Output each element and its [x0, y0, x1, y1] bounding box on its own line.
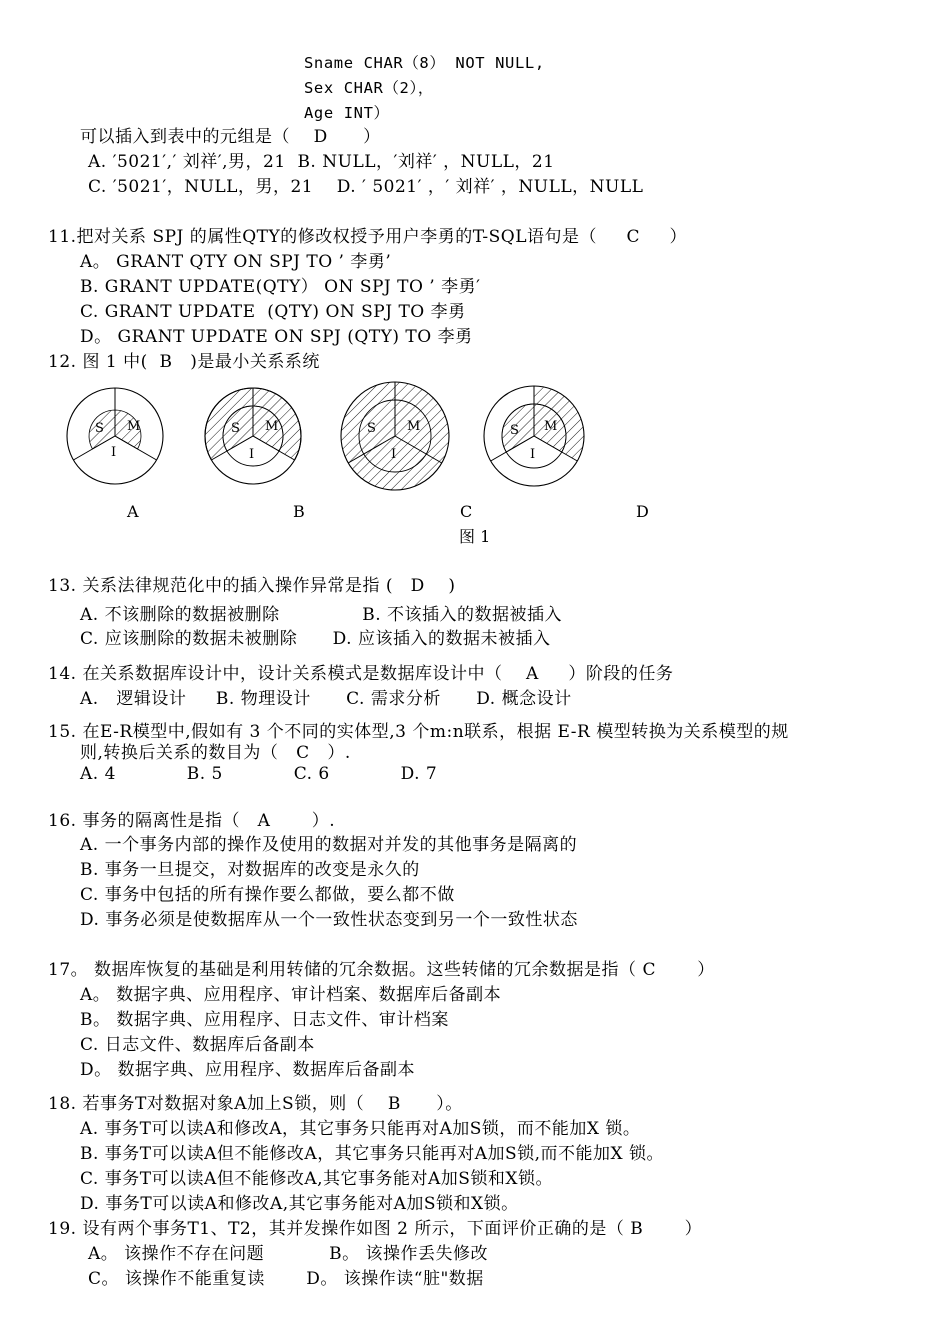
q10-option: A. ′5021′,′ 刘祥′,男，21 B. NULL，′刘祥′ ，NULL，21 [88, 152, 555, 172]
q10-stem: 可以插入到表中的元组是（ D ） [80, 127, 381, 147]
segment-label-s: S [367, 421, 376, 436]
q11-option: C. GRANT UPDATE (QTY) ON SPJ TO 李勇 [80, 302, 466, 322]
q14-option: A. 逻辑设计 B. 物理设计 C. 需求分析 D. 概念设计 [80, 689, 572, 709]
q17-option: D。 数据字典、应用程序、数据库后备副本 [80, 1060, 416, 1080]
q10-option: C. ′5021′，NULL，男，21 D. ′ 5021′ ，′ 刘祥′ ，NULL，NULL [88, 177, 644, 197]
figure-1 [60, 380, 620, 510]
q16-option: D. 事务必须是使数据库从一个一致性状态变到另一个一致性状态 [80, 910, 578, 930]
figure-option-c: C [460, 502, 473, 521]
q18-option: C. 事务T可以读A但不能修改A,其它事务能对A加S锁和X锁。 [80, 1169, 554, 1189]
q18-option: B. 事务T可以读A但不能修改A，其它事务只能再对A加S锁,而不能加X 锁。 [80, 1144, 665, 1164]
q19-option: A。 该操作不存在问题 B。 该操作丢失修改 [88, 1244, 489, 1264]
segment-label-i: I [111, 445, 117, 460]
segment-label-i: I [391, 447, 397, 462]
q19-option: C。 该操作不能重复读 D。 该操作读“脏"数据 [88, 1269, 484, 1289]
code-line: Age INT） [304, 104, 390, 122]
q13-option: A. 不该删除的数据被删除 B. 不该插入的数据被插入 [80, 605, 563, 625]
q18-option: D. 事务T可以读A和修改A,其它事务能对A加S锁和X锁。 [80, 1194, 519, 1214]
q16-option: A. 一个事务内部的操作及使用的数据对并发的其他事务是隔离的 [80, 835, 578, 855]
q19-stem: 19. 设有两个事务T1、T2，其并发操作如图 2 所示，下面评价正确的是（ B ） [48, 1219, 703, 1239]
segment-label-s: S [231, 421, 240, 436]
diagram-c [341, 382, 449, 490]
q17-option: B。 数据字典、应用程序、日志文件、审计档案 [80, 1010, 449, 1030]
q17-option: A。 数据字典、应用程序、审计档案、数据库后备副本 [80, 985, 502, 1005]
q18-option: A. 事务T可以读A和修改A，其它事务只能再对A加S锁，而不能加X 锁。 [80, 1119, 641, 1139]
figure-caption: 图 1 [459, 527, 491, 546]
q14-stem: 14. 在关系数据库设计中，设计关系模式是数据库设计中（ A ）阶段的任务 [48, 664, 674, 684]
q15-stem: 15. 在E-R模型中,假如有 3 个不同的实体型,3 个m:n联系，根据 E-R 模型转换为关系模型的规 [48, 722, 789, 742]
diagram-b [205, 388, 301, 484]
q11-option: B. GRANT UPDATE(QTY） ON SPJ TO ’ 李勇′ [80, 277, 481, 297]
q15-stem-cont: 则,转换后关系的数目为（ C ）. [80, 743, 351, 763]
q17-option: C. 日志文件、数据库后备副本 [80, 1035, 315, 1055]
diagram-d [484, 386, 584, 486]
q11-option: D。 GRANT UPDATE ON SPJ (QTY) TO 李勇 [80, 327, 473, 347]
figure-option-d: D [636, 502, 649, 521]
code-line: Sex CHAR（2）， [304, 79, 434, 97]
q16-option: B. 事务一旦提交，对数据库的改变是永久的 [80, 860, 420, 880]
figure-option-a: A [127, 502, 139, 521]
segment-label-s: S [95, 421, 104, 436]
q11-option: A。 GRANT QTY ON SPJ TO ’ 李勇’ [80, 252, 392, 272]
q13-option: C. 应该删除的数据未被删除 D. 应该插入的数据未被插入 [80, 629, 551, 649]
figure-option-b: B [293, 502, 305, 521]
segment-label-m: M [127, 419, 141, 434]
q15-option: A. 4 B. 5 C. 6 D. 7 [80, 764, 438, 784]
q12-stem: 12. 图 1 中( B )是最小关系系统 [48, 352, 320, 372]
code-line: Sname CHAR（8） NOT NULL, [304, 54, 545, 72]
q13-stem: 13. 关系法律规范化中的插入操作异常是指 ( D ) [48, 576, 456, 596]
segment-label-s: S [510, 423, 519, 438]
q11-stem: 11.把对关系 SPJ 的属性QTY的修改权授予用户李勇的T-SQL语句是（ C ） [48, 227, 688, 247]
segment-label-m: M [265, 419, 279, 434]
q18-stem: 18. 若事务T对数据对象A加上S锁，则（ B ）。 [48, 1094, 463, 1114]
diagram-a [67, 388, 163, 484]
segment-label-m: M [407, 419, 421, 434]
q16-option: C. 事务中包括的所有操作要么都做，要么都不做 [80, 885, 455, 905]
q17-stem: 17。 数据库恢复的基础是利用转储的冗余数据。这些转储的冗余数据是指（ C ） [48, 960, 715, 980]
segment-label-m: M [544, 419, 558, 434]
q16-stem: 16. 事务的隔离性是指（ A ）. [48, 811, 336, 831]
segment-label-i: I [530, 447, 536, 462]
segment-label-i: I [249, 447, 255, 462]
